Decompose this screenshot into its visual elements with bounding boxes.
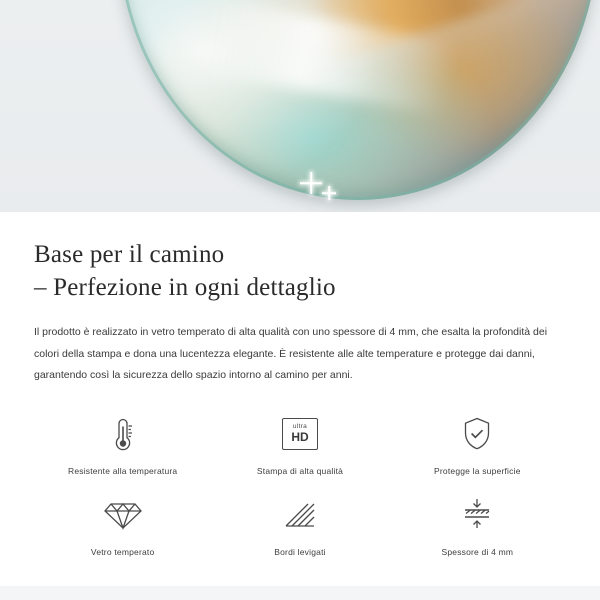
footer-strip	[0, 586, 600, 600]
thickness-arrows-icon	[457, 492, 497, 538]
shield-check-icon	[459, 411, 495, 457]
feature-grid	[34, 411, 566, 557]
feature-label: Protegge la superficie	[434, 465, 521, 476]
feature-label: Bordi levigati	[274, 546, 326, 557]
description-paragraph: Il prodotto è realizzato in vetro temperato di alta qualità con uno spessore di 4 mm, che esalta la profondità dei colori della stampa e dona una lucentezza elegante. È resistente alle alte temperature e protegge dai danni, garantendo così la sicurezza dello spazio intorno al camino per anni.	[34, 326, 548, 382]
diamond-icon	[103, 492, 143, 538]
ultra-hd-badge	[282, 418, 318, 450]
feature-item-surface-protection	[389, 411, 566, 476]
badge-big-text: HD	[291, 430, 309, 445]
badge-small-text: ultra	[292, 422, 308, 430]
content-area	[0, 238, 600, 557]
feature-item-tempered-glass	[34, 492, 211, 557]
feature-item-thickness	[389, 492, 566, 557]
thermometer-icon	[108, 411, 138, 457]
feature-item-print-quality	[211, 411, 388, 476]
feature-label: Resistente alla temperatura	[67, 465, 178, 476]
feature-label: Spessore di 4 mm	[441, 546, 514, 557]
headline-line-1: Base per il camino	[34, 241, 225, 268]
feature-label: Vetro temperato	[90, 546, 155, 557]
polished-edges-icon	[280, 492, 320, 538]
feature-item-polished-edges	[211, 492, 388, 557]
hero-image	[0, 0, 600, 212]
feature-label: Stampa di alta qualità	[256, 465, 344, 476]
headline-line-2: – Perfezione in ogni dettaglio	[34, 274, 336, 301]
page-title	[34, 238, 566, 304]
ultra-hd-icon	[282, 411, 318, 457]
feature-item-temperature	[34, 411, 211, 476]
